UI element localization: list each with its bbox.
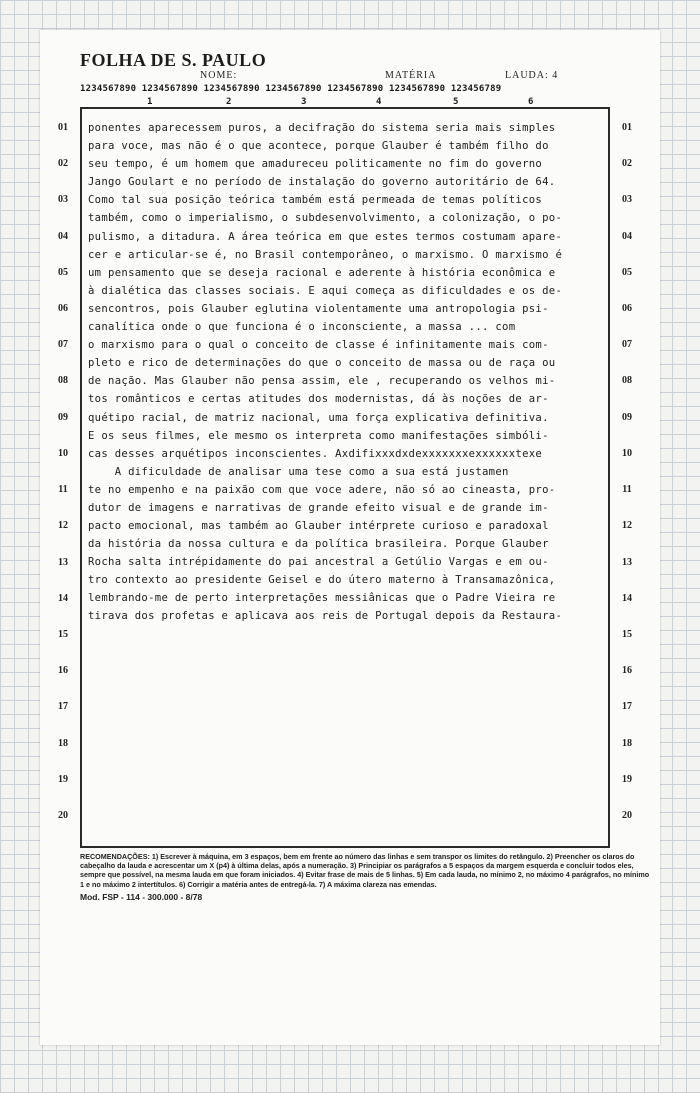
form-model-number: Mod. FSP - 114 - 300.000 - 8/78 bbox=[80, 892, 203, 902]
line-number: 08 bbox=[58, 375, 68, 386]
text-line: E os seus filmes, ele mesmo os interpreta como manifestações simbóli- bbox=[88, 429, 549, 442]
ruler-number: 2 bbox=[226, 97, 232, 107]
text-line: tirava dos profetas e aplicava aos reis de Portugal depois da Restaura- bbox=[88, 610, 563, 623]
text-line: pleto e rico de determinações do que o conceito de massa ou de raça ou bbox=[88, 357, 556, 370]
ruler-number: 5 bbox=[453, 97, 459, 107]
line-number: 07 bbox=[622, 339, 632, 350]
line-number: 15 bbox=[622, 629, 632, 640]
line-number: 05 bbox=[58, 267, 68, 278]
line-number: 20 bbox=[58, 810, 68, 821]
typed-text bbox=[88, 119, 608, 626]
text-line: à dialética das classes sociais. E aqui começa as dificuldades e os de- bbox=[88, 284, 563, 297]
line-number: 03 bbox=[58, 194, 68, 205]
line-number: 16 bbox=[58, 665, 68, 676]
line-number: 20 bbox=[622, 810, 632, 821]
text-line: A dificuldade de analisar uma tese como a sua está justamen bbox=[88, 465, 509, 478]
text-line-double bbox=[88, 517, 608, 553]
column-ruler: 1234567890 1234567890 1234567890 1234567890 1234567890 1234567890 123456789 bbox=[80, 84, 502, 94]
text-line: sencontros, pois Glauber eglutina violentamente uma antropologia psi- bbox=[88, 302, 549, 315]
line-number: 04 bbox=[622, 231, 632, 242]
text-line-double bbox=[88, 191, 608, 227]
text-line: ponentes aparecessem puros, a decifração do sistema seria mais simples bbox=[88, 122, 556, 134]
line-number: 16 bbox=[622, 665, 632, 676]
text-line-double bbox=[88, 372, 608, 408]
text-line: Jango Goulart e no período de instalação do governo autoritário de 64. bbox=[88, 176, 556, 189]
line-number: 03 bbox=[622, 194, 632, 205]
text-line: um pensamento que se deseja racional e aderente à história econômica e bbox=[88, 266, 556, 279]
text-line: pacto emocional, mas também ao Glauber intérprete curioso e paradoxal bbox=[88, 520, 549, 533]
newspaper-logo: FOLHA DE S. PAULO bbox=[80, 50, 267, 70]
text-line: Como tal sua posição teórica também está permeada de temas políticos bbox=[88, 194, 543, 207]
nome-label: NOME: bbox=[200, 70, 238, 81]
line-number: 10 bbox=[622, 448, 632, 459]
text-line: o marxismo para o qual o conceito de classe é infinitamente mais com- bbox=[88, 339, 549, 352]
line-number: 17 bbox=[58, 701, 68, 712]
line-number: 10 bbox=[58, 448, 68, 459]
line-number: 18 bbox=[58, 738, 68, 749]
text-line-double bbox=[88, 228, 608, 264]
line-number: 09 bbox=[58, 412, 68, 423]
text-line: tos românticos e certas atitudes dos modernistas, dá às noções de ar- bbox=[88, 393, 549, 406]
line-number: 04 bbox=[58, 231, 68, 242]
line-numbers-left bbox=[48, 114, 78, 844]
text-line-double bbox=[88, 553, 608, 589]
line-number: 01 bbox=[622, 122, 632, 133]
line-number: 11 bbox=[622, 484, 632, 495]
line-number: 14 bbox=[58, 593, 68, 604]
text-line: lembrando-me de perto interpretações messiânicas que o Padre Vieira re bbox=[88, 592, 556, 605]
text-line: Rocha salta intrépidamente do pai ancestral a Getúlio Vargas e em ou- bbox=[88, 556, 549, 569]
line-number: 01 bbox=[58, 122, 68, 133]
text-line: quétipo racial, de matriz nacional, uma força explicativa definitiva. bbox=[88, 411, 549, 424]
ruler-number: 6 bbox=[528, 97, 534, 107]
text-line-double bbox=[88, 264, 608, 300]
text-line: pulismo, a ditadura. A área teórica em que estes termos costumam apare- bbox=[88, 230, 563, 243]
text-line: cas desses arquétipos inconscientes. Axdifixxxdxdexxxxxxxexxxxxxtexe bbox=[88, 447, 543, 460]
text-line: seu tempo, é um homem que amadureceu politicamente no fim do governo bbox=[88, 158, 543, 171]
line-number: 12 bbox=[622, 520, 632, 531]
recommendations-footer: RECOMENDAÇÕES: 1) Escrever à máquina, em 3 espaços, bem em frente ao número das linhas e sem transpor os limites do retângulo. 2) Preencher os claros do cabeçalho da lauda e acrescentar um X (p4) à última delas, após a numeração. 3) Principiar os parágrafos a 5 espaços da margem esquerda e concluir todos eles, sempre que possível, na mesma lauda em que foram iniciados. 4) Evitar frase de mais de 5 linhas. 5) Em cada lauda, no mínimo 2, no máximo 4 parágrafos, no mínimo 1 e no máximo 2 intertítulos. 6) Corrigir a matéria antes de entregá-la. 7) A máxima clareza nas emendas. bbox=[80, 852, 650, 889]
line-number: 02 bbox=[622, 158, 632, 169]
line-number: 14 bbox=[622, 593, 632, 604]
ruler-number: 4 bbox=[376, 97, 382, 107]
text-line: cer e articular-se é, no Brasil contemporâneo, o marxismo. O marxismo é bbox=[88, 248, 563, 261]
line-number: 06 bbox=[622, 303, 632, 314]
text-line-double bbox=[88, 119, 608, 155]
line-number: 15 bbox=[58, 629, 68, 640]
text-line-double bbox=[88, 155, 608, 191]
ruler-number: 3 bbox=[301, 97, 307, 107]
text-line: da história da nossa cultura e da política brasileira. Porque Glauber bbox=[88, 538, 549, 551]
text-line-double bbox=[88, 481, 608, 517]
text-line-double bbox=[88, 589, 608, 625]
line-number: 09 bbox=[622, 412, 632, 423]
line-number: 12 bbox=[58, 520, 68, 531]
typewriter-sheet bbox=[40, 30, 660, 1045]
line-number: 17 bbox=[622, 701, 632, 712]
ruler-number: 1 bbox=[147, 97, 153, 107]
text-line: canalítica onde o que funciona é o inconsciente, a massa ... com bbox=[88, 320, 516, 333]
text-line-double bbox=[88, 409, 608, 445]
line-number: 19 bbox=[622, 774, 632, 785]
line-number: 02 bbox=[58, 158, 68, 169]
line-number: 08 bbox=[622, 375, 632, 386]
text-line: de nação. Mas Glauber não pensa assim, ele , recuperando os velhos mi- bbox=[88, 375, 556, 388]
text-line: para voce, mas não é o que acontece, porque Glauber é também filho do bbox=[88, 140, 549, 152]
line-number: 06 bbox=[58, 303, 68, 314]
line-number: 07 bbox=[58, 339, 68, 350]
text-line: te no empenho e na paixão com que voce adere, não só ao cineasta, pro- bbox=[88, 483, 556, 496]
line-number: 18 bbox=[622, 738, 632, 749]
line-number: 19 bbox=[58, 774, 68, 785]
text-line-double bbox=[88, 300, 608, 336]
text-line: dutor de imagens e narrativas de grande efeito visual e de grande im- bbox=[88, 501, 549, 514]
line-number: 13 bbox=[622, 557, 632, 568]
text-line: tro contexto ao presidente Geisel e do útero materno à Transamazônica, bbox=[88, 574, 556, 587]
text-line: também, como o imperialismo, o subdesenvolvimento, a colonização, o po- bbox=[88, 212, 563, 225]
line-number: 11 bbox=[58, 484, 68, 495]
line-number: 05 bbox=[622, 267, 632, 278]
materia-label: MATÉRIA bbox=[385, 70, 437, 81]
text-line-double bbox=[88, 336, 608, 372]
line-number: 13 bbox=[58, 557, 68, 568]
text-rectangle bbox=[80, 107, 610, 848]
lauda-label: LAUDA: 4 bbox=[505, 70, 559, 81]
text-line-double bbox=[88, 445, 608, 481]
line-numbers-right bbox=[612, 114, 642, 844]
